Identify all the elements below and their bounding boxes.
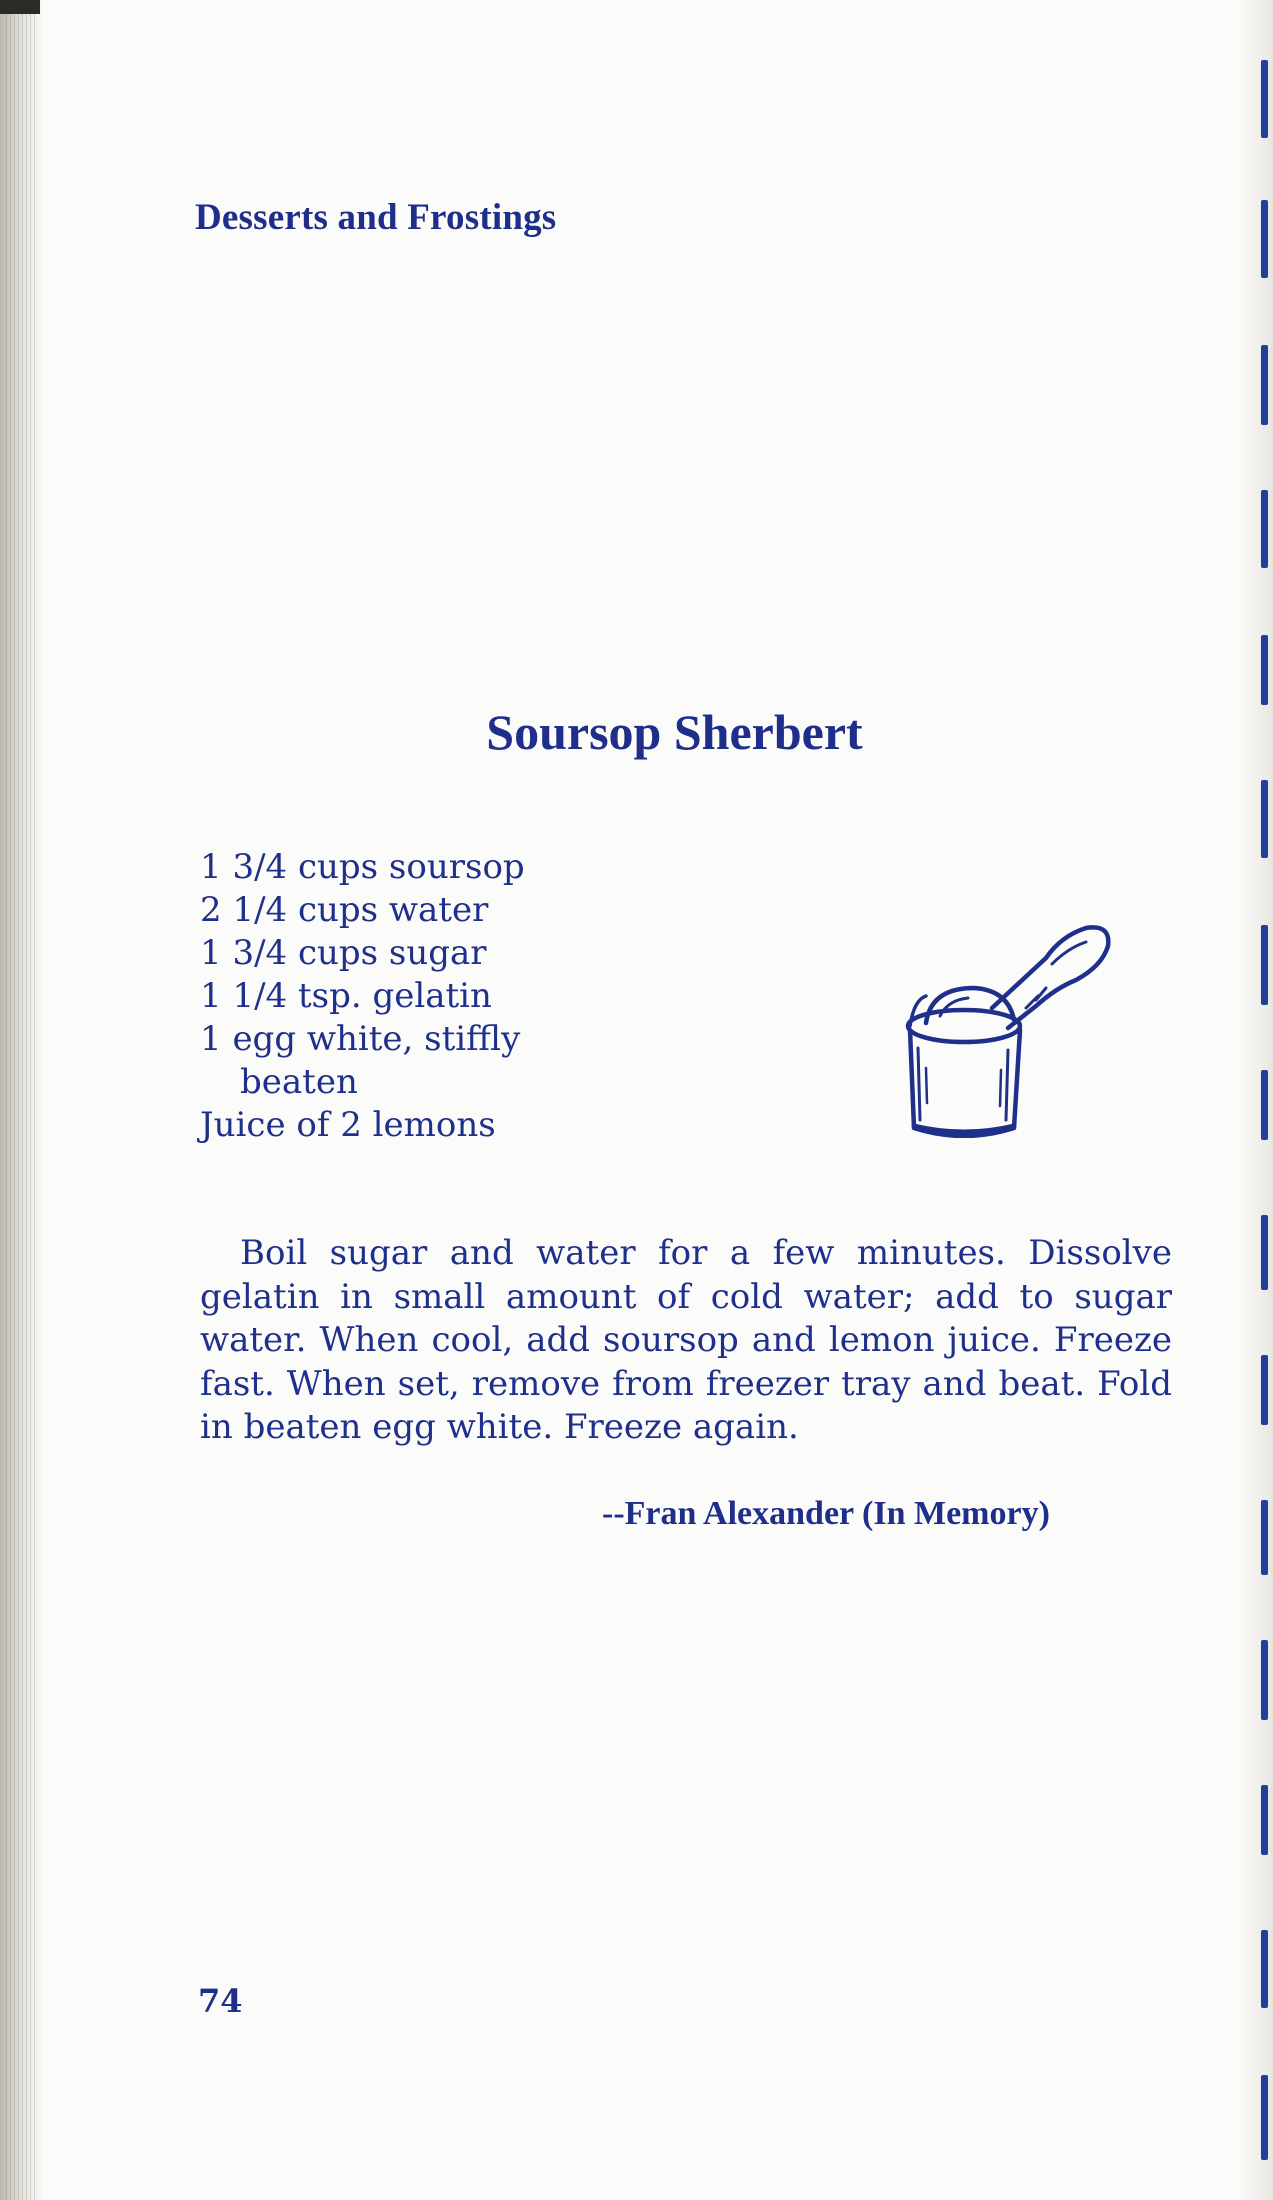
- ingredient-item-continuation: beaten: [240, 1062, 358, 1102]
- tab-marker: [1261, 1500, 1268, 1575]
- ingredient-item: 1 egg white, stiffly: [200, 1019, 521, 1059]
- page-right-edge: [1237, 0, 1273, 2200]
- page-number: 74: [198, 1982, 243, 2020]
- tab-marker: [1261, 635, 1268, 705]
- ingredient-item: 1 3/4 cups soursop: [200, 847, 525, 887]
- tab-marker: [1261, 345, 1268, 425]
- tab-marker: [1261, 1215, 1268, 1290]
- book-cover-corner: [0, 0, 40, 14]
- ice-cream-scoop-icon: [896, 888, 1122, 1138]
- tab-marker: [1261, 60, 1268, 138]
- page-edges: [6, 0, 36, 2200]
- tab-marker: [1261, 2075, 1268, 2160]
- tab-marker: [1261, 200, 1268, 278]
- recipe-instructions: Boil sugar and water for a few minutes. Dissolve gelatin in small amount of cold water; add to sugar water. When cool, add soursop and lemon juice. Freeze fast. When set, remove from freezer tray and beat. Fold in beaten egg white. Freeze again.: [200, 1233, 1172, 1447]
- recipe-attribution: --Fran Alexander (In Memory): [602, 1495, 1050, 1532]
- tab-marker: [1261, 1355, 1268, 1425]
- ingredient-list: [200, 846, 525, 1147]
- ingredient-item: Juice of 2 lemons: [200, 1105, 496, 1145]
- tab-marker: [1261, 780, 1268, 858]
- tab-marker: [1261, 1640, 1268, 1720]
- tab-marker: [1261, 1070, 1268, 1140]
- tab-marker: [1261, 925, 1268, 1005]
- tab-marker: [1261, 1930, 1268, 2008]
- ingredient-item: 1 1/4 tsp. gelatin: [200, 976, 492, 1016]
- ingredient-item: 1 3/4 cups sugar: [200, 933, 487, 973]
- tab-marker: [1261, 1785, 1268, 1855]
- recipe-title: Soursop Sherbert: [486, 704, 863, 760]
- tab-marker: [1261, 490, 1268, 568]
- section-title: Desserts and Frostings: [195, 197, 557, 238]
- ingredient-item: 2 1/4 cups water: [200, 890, 489, 930]
